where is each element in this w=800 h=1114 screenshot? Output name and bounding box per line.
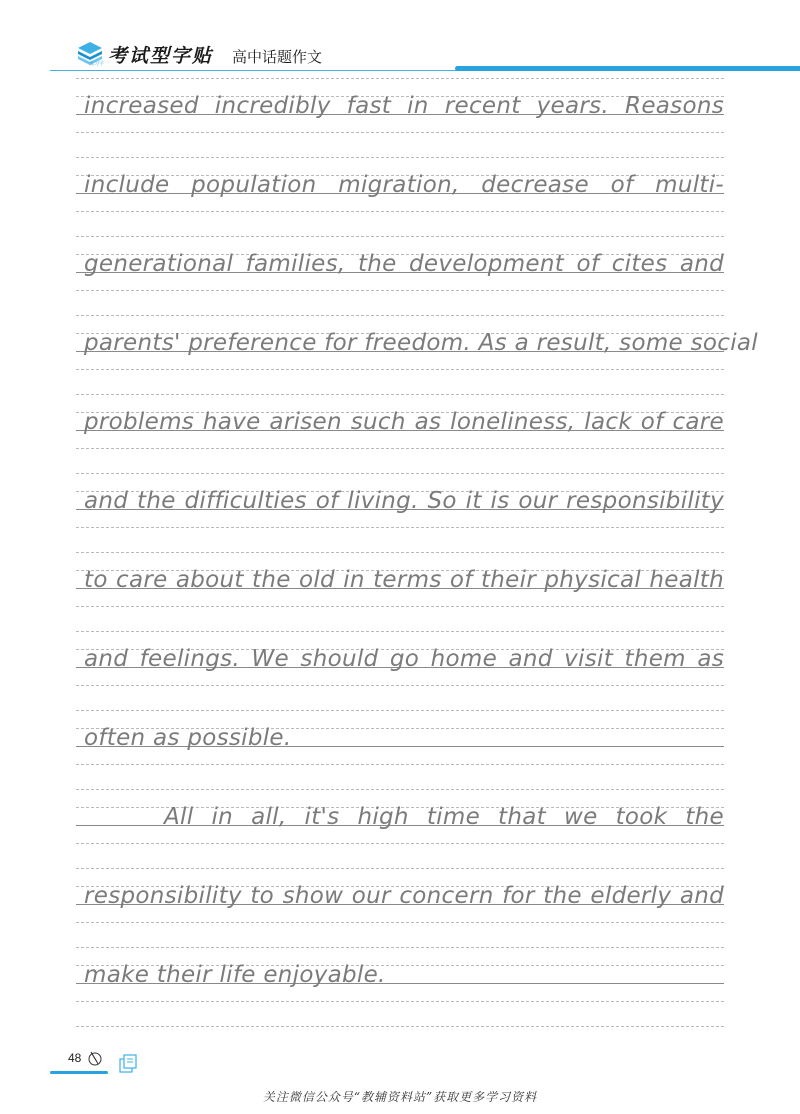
tracing-text-line: and the difficulties of living. So it is our responsibility: [84, 488, 724, 514]
copybook-row: [76, 552, 724, 631]
copybook-row: [76, 947, 724, 1026]
tracing-text-line: often as possible.: [84, 725, 292, 751]
tracing-text-line: and feelings. We should go home and visit them as: [84, 646, 724, 672]
guide-rule: [76, 1026, 724, 1027]
guide-rule: [76, 290, 724, 291]
copybook-row: [76, 631, 724, 710]
logo-tagline: 一课习字: [84, 61, 105, 67]
guide-rule: [76, 448, 724, 449]
series-title: 高中话题作文: [232, 48, 323, 66]
copybook-row: [76, 157, 724, 236]
tracing-text-line: to care about the old in terms of their physical health: [84, 567, 724, 593]
guide-rule: [76, 369, 724, 370]
guide-rule: [76, 473, 724, 474]
guide-rule: [76, 710, 724, 711]
tracing-text-line: problems have arisen such as loneliness, lack of care: [84, 409, 724, 435]
guide-rule: [76, 789, 724, 790]
guide-rule: [76, 685, 724, 686]
tracing-text-line: generational families, the development of cites and: [84, 251, 724, 277]
copybook-row: [76, 236, 724, 315]
guide-rule: [76, 843, 724, 844]
guide-rule: [76, 78, 724, 79]
guide-rule: [76, 868, 724, 869]
guide-rule: [76, 157, 724, 158]
guide-rule: [76, 236, 724, 237]
book-icon: [118, 1052, 138, 1074]
guide-rule: [76, 764, 724, 765]
copybook-row: [76, 710, 724, 789]
tracing-text-line: parents' preference for freedom. As a result, some social: [84, 330, 758, 356]
guide-rule: [76, 606, 724, 607]
tracing-text-line: All in all, it's high time that we took the: [164, 804, 724, 830]
guide-rule: [76, 132, 724, 133]
guide-rule: [76, 947, 724, 948]
tracing-text-line: increased incredibly fast in recent years. Reasons: [84, 93, 724, 119]
copybook-row: [76, 789, 724, 868]
copybook-row: [76, 394, 724, 473]
guide-rule: [76, 211, 724, 212]
tracing-text-line: include population migration, decrease of multi-: [84, 172, 724, 198]
footer-accent-bar: [50, 1071, 108, 1074]
guide-rule: [76, 922, 724, 923]
brand-title: 考试型字贴: [108, 45, 214, 67]
guide-rule: [76, 315, 724, 316]
guide-rule: [76, 527, 724, 528]
copybook-row: [76, 315, 758, 394]
page-number: 48: [68, 1051, 82, 1065]
pencil-icon: [88, 1050, 102, 1066]
guide-rule: [76, 1001, 724, 1002]
footer-note: 关注微信公众号“教辅资料站”获取更多学习资料: [262, 1090, 538, 1104]
guide-rule: [76, 552, 724, 553]
copybook-row: [76, 473, 724, 552]
copybook-row: [76, 78, 724, 157]
tracing-text-line: make their life enjoyable.: [84, 962, 386, 988]
guide-rule: [76, 631, 724, 632]
tracing-text-line: responsibility to show our concern for the elderly and: [84, 883, 724, 909]
copybook-row: [76, 868, 724, 947]
guide-rule: [76, 394, 724, 395]
